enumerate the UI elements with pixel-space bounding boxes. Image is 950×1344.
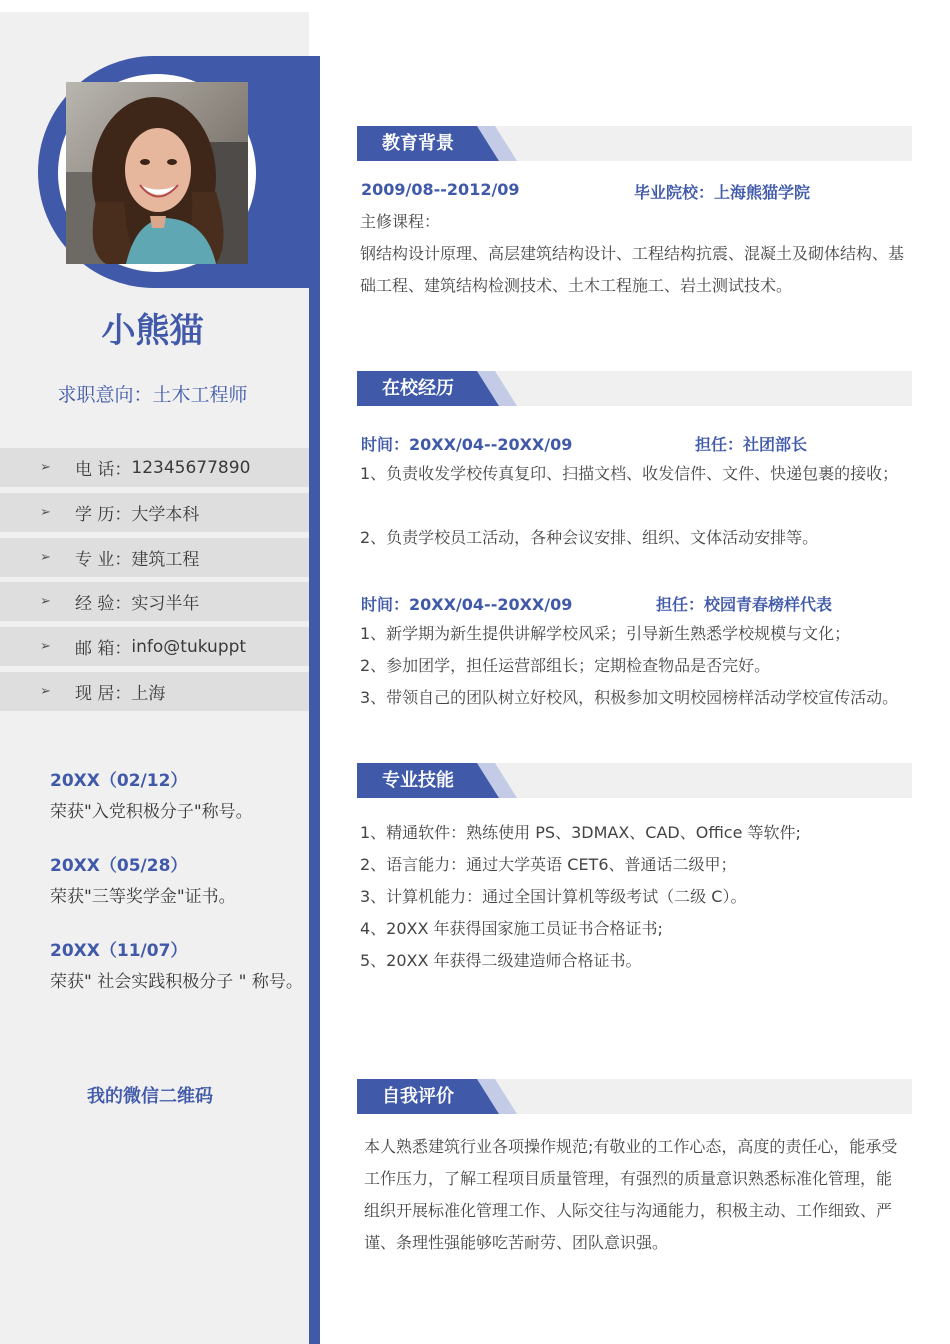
info-value: 大学本科 [131, 504, 200, 525]
award-item [50, 936, 303, 992]
self-evaluation-text: 本人熟悉建筑行业各项操作规范;有敬业的工作心态，高度的责任心，能承受工作压力，了解工程项目质量管理，有强烈的质量意识熟悉标准化管理，能组织开展标准化管理工作、人际交往与沟通能力，积极主动、工作细致、严谨、条理性强能够吃苦耐劳、团队意识强。 [364, 1137, 898, 1252]
campus-entry-role: 担任：校园青春榜样代表 [656, 595, 833, 614]
award-date: 20XX（02/12） [50, 771, 188, 791]
info-value: 实习半年 [131, 594, 200, 615]
info-value: 12345677890 [131, 457, 251, 478]
arrow-icon: ➢ [40, 639, 51, 655]
campus-entry-time: 时间：20XX/04--20XX/09 [361, 435, 573, 454]
candidate-name: 小熊猫 [101, 311, 204, 351]
section-header-skills [357, 763, 912, 798]
arrow-icon: ➢ [40, 549, 51, 565]
awards-list [50, 766, 303, 1021]
skill-item: 4、20XX 年获得国家施工员证书合格证书; [360, 919, 663, 938]
skill-item: 2、语言能力：通过大学英语 CET6、普通话二级甲； [360, 855, 737, 874]
award-date: 20XX（05/28） [50, 856, 188, 876]
info-label: 经 验： [75, 594, 132, 615]
campus-entry-item: 2、负责学校员工活动，各种会议安排、组织、文体活动安排等。 [360, 528, 819, 547]
arrow-icon: ➢ [40, 460, 51, 475]
info-row-phone [0, 448, 309, 487]
wechat-qr-title: 我的微信二维码 [87, 1086, 213, 1107]
campus-entry-time: 时间：20XX/04--20XX/09 [361, 595, 573, 614]
education-period: 2009/08--2012/09 [361, 180, 520, 199]
section-header-self-eval [357, 1079, 912, 1114]
campus-entry-item: 1、负责收发学校传真复印、扫描文档、收发信件、文件、快递包裹的接收； [360, 464, 899, 483]
job-intent: 求职意向：土木工程师 [57, 384, 248, 406]
section-header-education [357, 126, 912, 161]
info-label: 专 业： [75, 549, 132, 570]
info-label: 电 话： [75, 460, 132, 480]
arrow-icon: ➢ [40, 594, 51, 610]
award-text: 荣获" 社会实践积极分子 " 称号。 [50, 972, 303, 992]
campus-entry-item: 2、参加团学，担任运营部组长；定期检查物品是否完好。 [360, 656, 771, 675]
info-label: 邮 箱： [75, 639, 132, 660]
award-text: 荣获"入党积极分子"称号。 [50, 802, 253, 822]
skill-item: 1、精通软件：熟练使用 PS、3DMAX、CAD、Office 等软件; [360, 823, 801, 842]
skill-item: 5、20XX 年获得二级建造师合格证书。 [360, 951, 642, 970]
section-title: 自我评价 [382, 1086, 454, 1107]
education-school: 毕业院校：上海熊猫学院 [634, 183, 811, 202]
info-row-education [0, 493, 309, 532]
award-item [50, 851, 300, 907]
info-row-email [0, 627, 309, 666]
section-title: 专业技能 [382, 770, 454, 791]
award-text: 荣获"三等奖学金"证书。 [50, 887, 236, 907]
award-item [50, 766, 300, 822]
skill-item: 3、计算机能力：通过全国计算机等级考试（二级 C）。 [360, 887, 747, 906]
campus-entry-item: 1、新学期为新生提供讲解学校风采；引导新生熟悉学校规模与文化； [360, 624, 851, 643]
campus-entry-role: 担任：社团部长 [695, 435, 808, 454]
info-value: info@tukuppt [131, 636, 247, 657]
section-title: 教育背景 [382, 133, 454, 154]
section-header-campus [357, 371, 912, 406]
section-title: 在校经历 [382, 378, 454, 399]
info-row-residence [0, 672, 309, 711]
info-value: 上海 [131, 683, 166, 704]
profile-photo [66, 82, 248, 264]
arrow-icon: ➢ [40, 504, 51, 520]
campus-entry-item-clipped [360, 676, 905, 707]
course-list: 钢结构设计原理、高层建筑结构设计、工程结构抗震、混凝土及砌体结构、基础工程、建筑结构检测技术、土木工程施工、岩土测试技术。 [360, 244, 905, 295]
info-row-major [0, 538, 309, 577]
contact-info-list [0, 448, 309, 717]
arrow-icon: ➢ [40, 683, 51, 699]
campus-entry-item: 3、带领自己的团队树立好校风，积极参加文明校园榜样活动学校宣传活动。 [360, 688, 899, 707]
course-label: 主修课程： [360, 212, 441, 231]
info-label: 学 历： [75, 504, 132, 525]
info-value: 建筑工程 [131, 549, 200, 570]
award-date: 20XX（11/07） [50, 941, 188, 961]
info-row-experience [0, 582, 309, 621]
info-label: 现 居： [75, 683, 132, 704]
